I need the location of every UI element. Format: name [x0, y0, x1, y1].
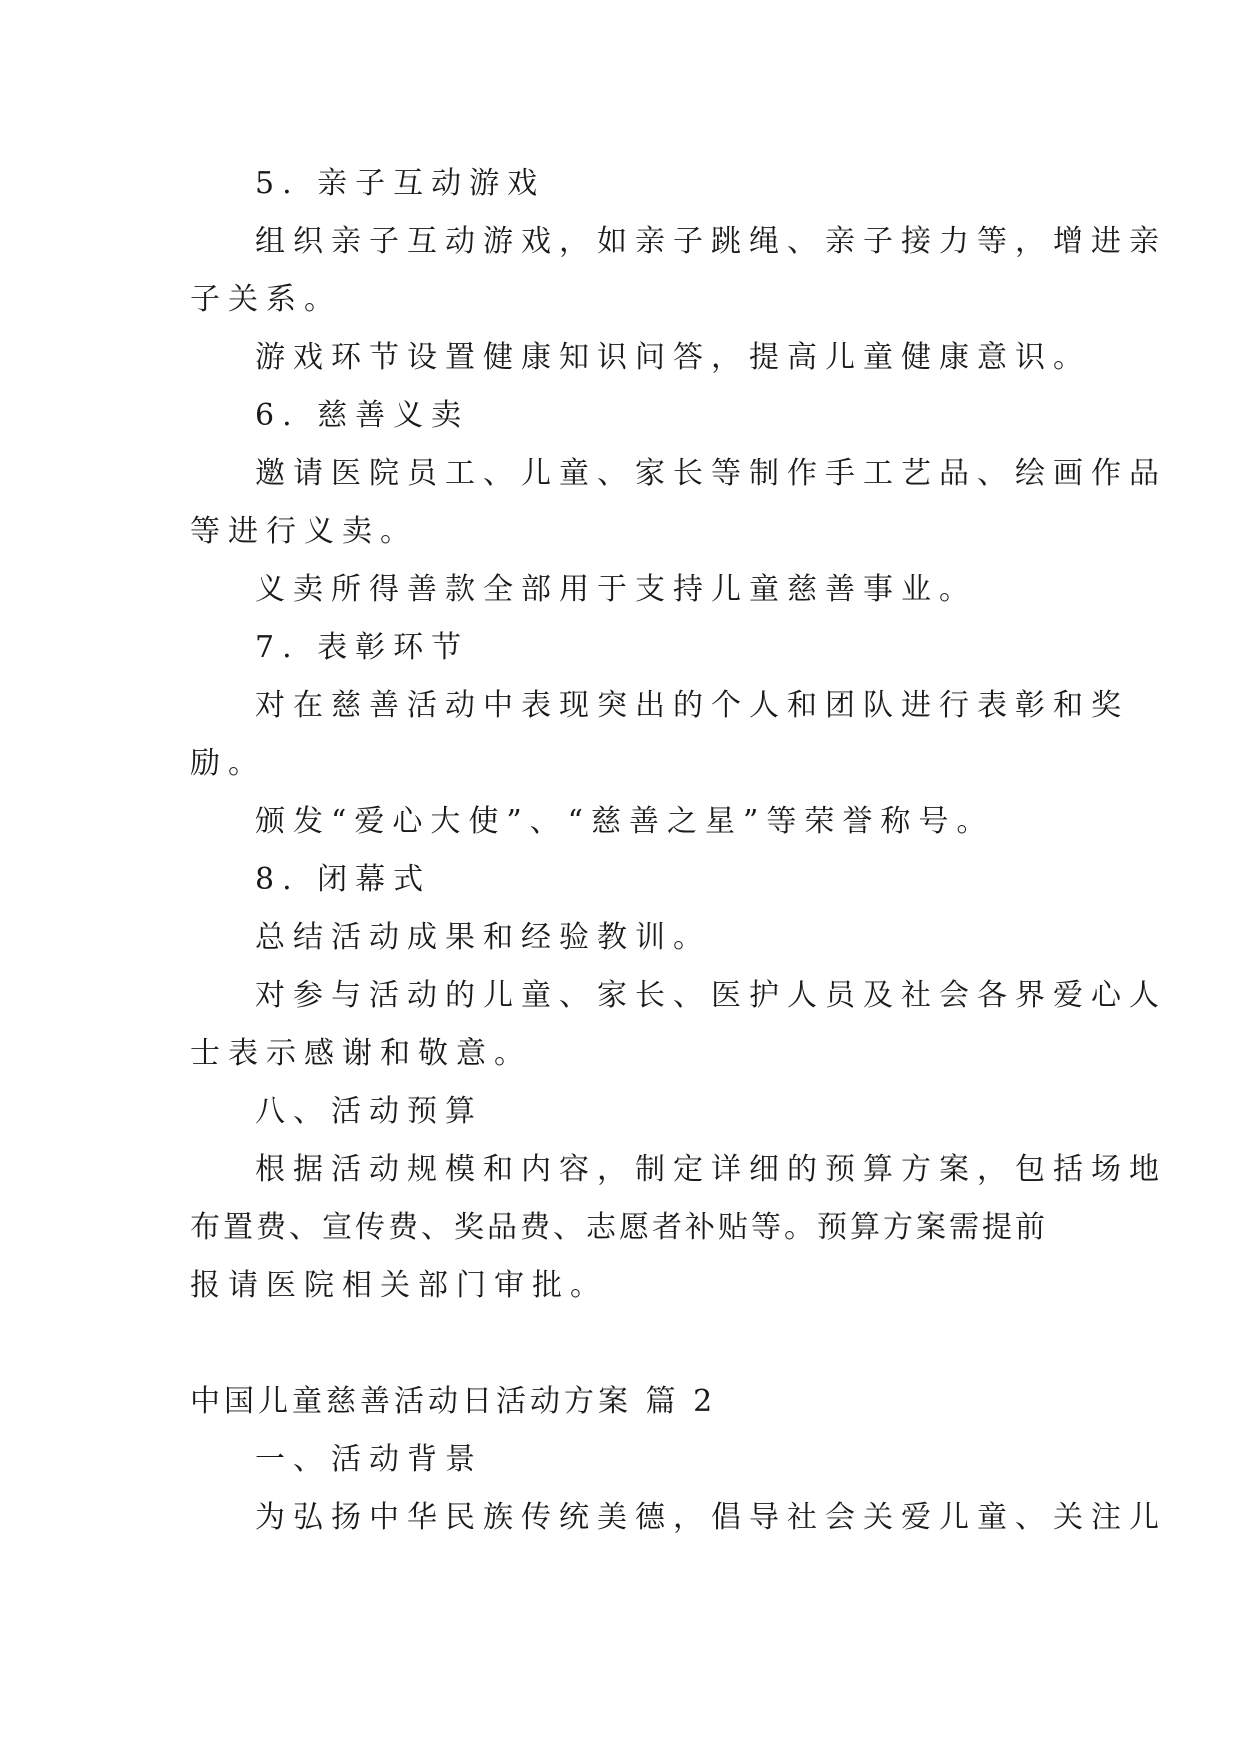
paragraph-line: 布置费、宣传费、奖品费、志愿者补贴等。预算方案需提前 — [190, 1210, 1048, 1245]
paragraph-line: 为弘扬中华民族传统美德，倡导社会关爱儿童、关注儿 — [255, 1500, 1167, 1535]
section-heading: 8. 闭幕式 — [255, 862, 432, 897]
paragraph-line: 报请医院相关部门审批。 — [190, 1268, 608, 1303]
section-heading: 7. 表彰环节 — [255, 630, 470, 665]
section-heading: 一、活动背景 — [255, 1442, 483, 1477]
paragraph-line: 颁发“爱心大使”、“慈善之星”等荣誉称号。 — [255, 804, 995, 839]
section-heading: 5. 亲子互动游戏 — [255, 166, 546, 201]
paragraph-line: 义卖所得善款全部用于支持儿童慈善事业。 — [255, 572, 977, 607]
paragraph-line: 士表示感谢和敬意。 — [190, 1036, 532, 1071]
paragraph-line: 对参与活动的儿童、家长、医护人员及社会各界爱心人 — [255, 978, 1167, 1013]
paragraph-line: 总结活动成果和经验教训。 — [255, 920, 711, 955]
section-heading: 八、活动预算 — [255, 1094, 483, 1129]
article-title: 中国儿童慈善活动日活动方案 篇 2 — [190, 1384, 717, 1419]
paragraph-line: 游戏环节设置健康知识问答，提高儿童健康意识。 — [255, 340, 1091, 375]
paragraph-line: 励。 — [190, 746, 266, 781]
paragraph-line: 根据活动规模和内容，制定详细的预算方案，包括场地 — [255, 1152, 1167, 1187]
paragraph-line: 组织亲子互动游戏，如亲子跳绳、亲子接力等，增进亲 — [255, 224, 1167, 259]
section-heading: 6. 慈善义卖 — [255, 398, 470, 433]
paragraph-line: 邀请医院员工、儿童、家长等制作手工艺品、绘画作品 — [255, 456, 1167, 491]
paragraph-line: 子关系。 — [190, 282, 342, 317]
paragraph-line: 等进行义卖。 — [190, 514, 418, 549]
paragraph-line: 对在慈善活动中表现突出的个人和团队进行表彰和奖 — [255, 688, 1129, 723]
